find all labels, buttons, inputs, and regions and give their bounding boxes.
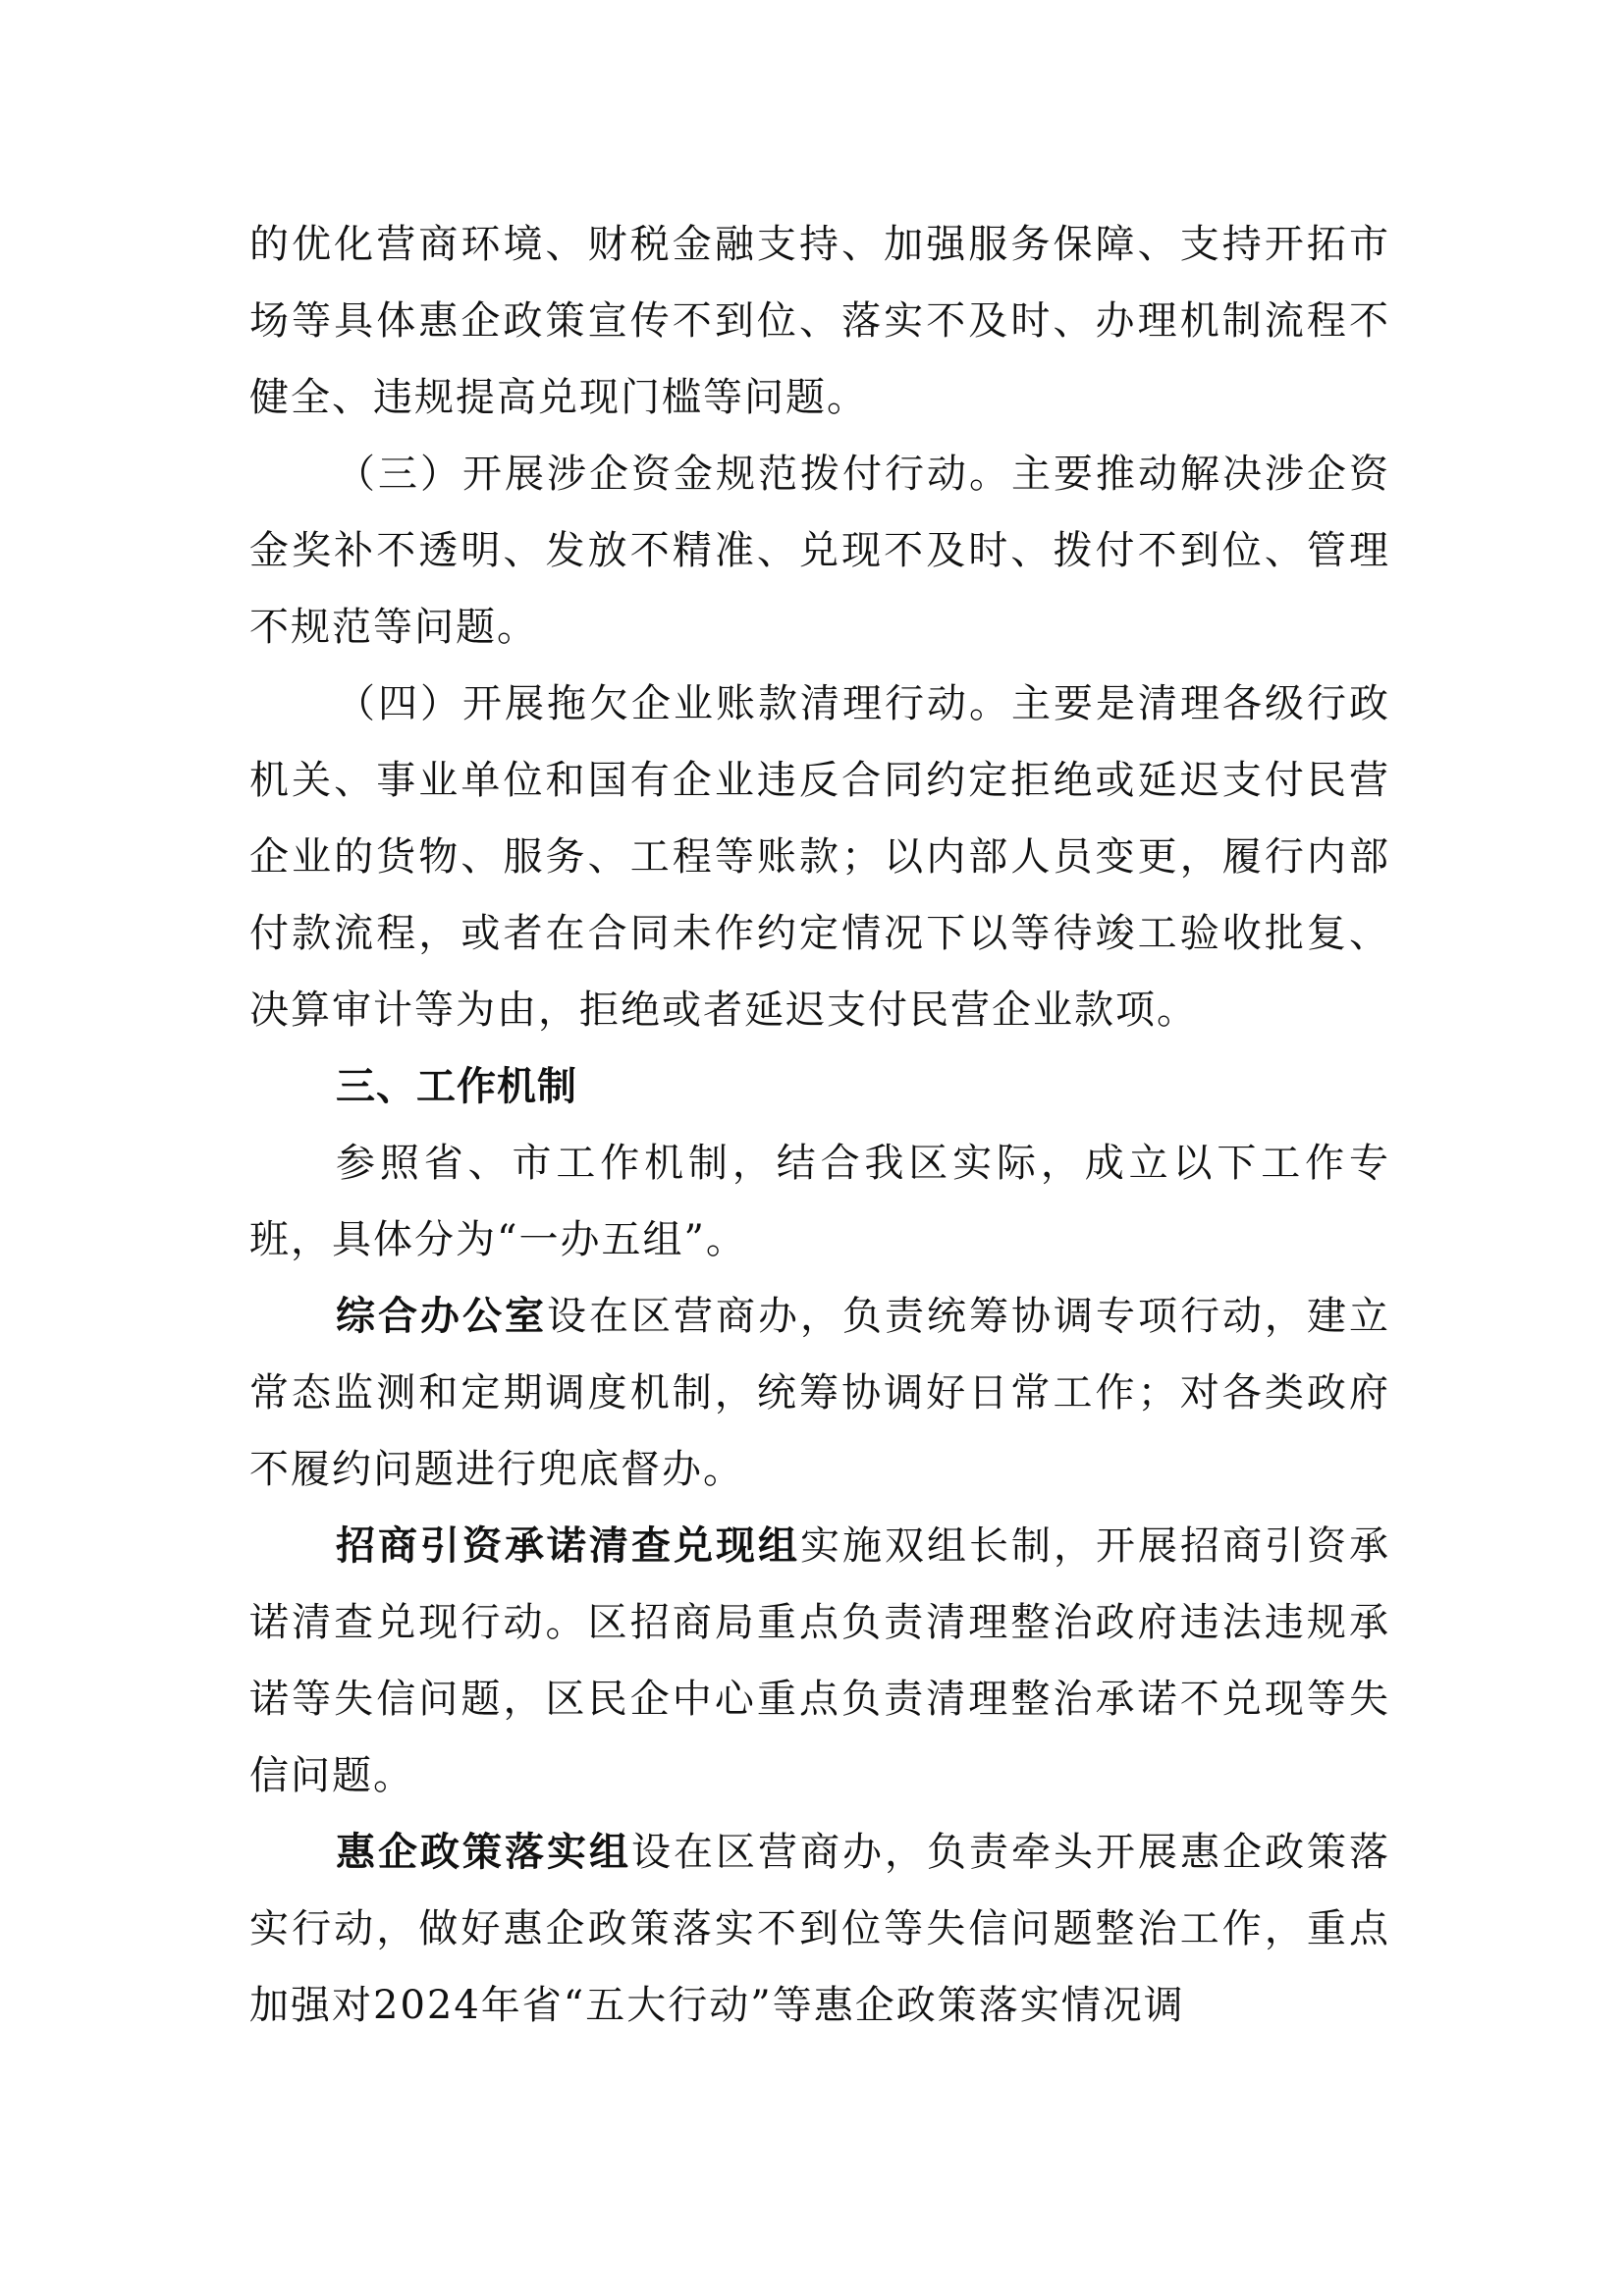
paragraph-lead: 惠企政策落实组 [336, 1830, 631, 1875]
document-body [249, 206, 1390, 2044]
paragraph-policy-group [249, 1814, 1390, 2044]
paragraph-text: 实施双组长制，开展招商引资承诺清查兑现行动。区招商局重点负责清理整治政府违法违规承诺等失信问题，区民企中心重点负责清理整治承诺不兑现等失信问题。 [249, 1523, 1390, 1798]
section-heading-work-mechanism [249, 1048, 1390, 1125]
paragraph-work-mechanism-intro [249, 1125, 1390, 1278]
paragraph-continuation [249, 206, 1390, 436]
paragraph-section-four [249, 666, 1390, 1048]
paragraph-text: （四）开展拖欠企业账款清理行动。主要是清理各级行政机关、事业单位和国有企业违反合同约定拒绝或延迟支付民营企业的货物、服务、工程等账款；以内部人员变更，履行内部付款流程，或者在合同未作约定情况下以等待竣工验收批复、决算审计等为由，拒绝或者延迟支付民营企业款项。 [249, 681, 1390, 1033]
paragraph-general-office [249, 1278, 1390, 1508]
paragraph-lead: 综合办公室 [336, 1294, 547, 1339]
paragraph-text: 设在区营商办，负责统筹协调专项行动，建立常态监测和定期调度机制，统筹协调好日常工作；对各类政府不履约问题进行兜底督办。 [249, 1294, 1390, 1492]
paragraph-text: 设在区营商办，负责牵头开展惠企政策落实行动，做好惠企政策落实不到位等失信问题整治工作，重点加强对2024年省“五大行动”等惠企政策落实情况调 [249, 1830, 1390, 2028]
paragraph-investment-group [249, 1508, 1390, 1814]
paragraph-text: （三）开展涉企资金规范拨付行动。主要推动解决涉企资金奖补不透明、发放不精准、兑现不及时、拨付不到位、管理不规范等问题。 [249, 452, 1390, 650]
section-heading: 三、工作机制 [336, 1064, 577, 1109]
paragraph-text: 的优化营商环境、财税金融支持、加强服务保障、支持开拓市场等具体惠企政策宣传不到位、落实不及时、办理机制流程不健全、违规提高兑现门槛等问题。 [249, 222, 1390, 420]
paragraph-text: 参照省、市工作机制，结合我区实际，成立以下工作专班，具体分为“一办五组”。 [249, 1141, 1390, 1262]
paragraph-section-three [249, 436, 1390, 666]
paragraph-lead: 招商引资承诺清查兑现组 [336, 1523, 800, 1569]
